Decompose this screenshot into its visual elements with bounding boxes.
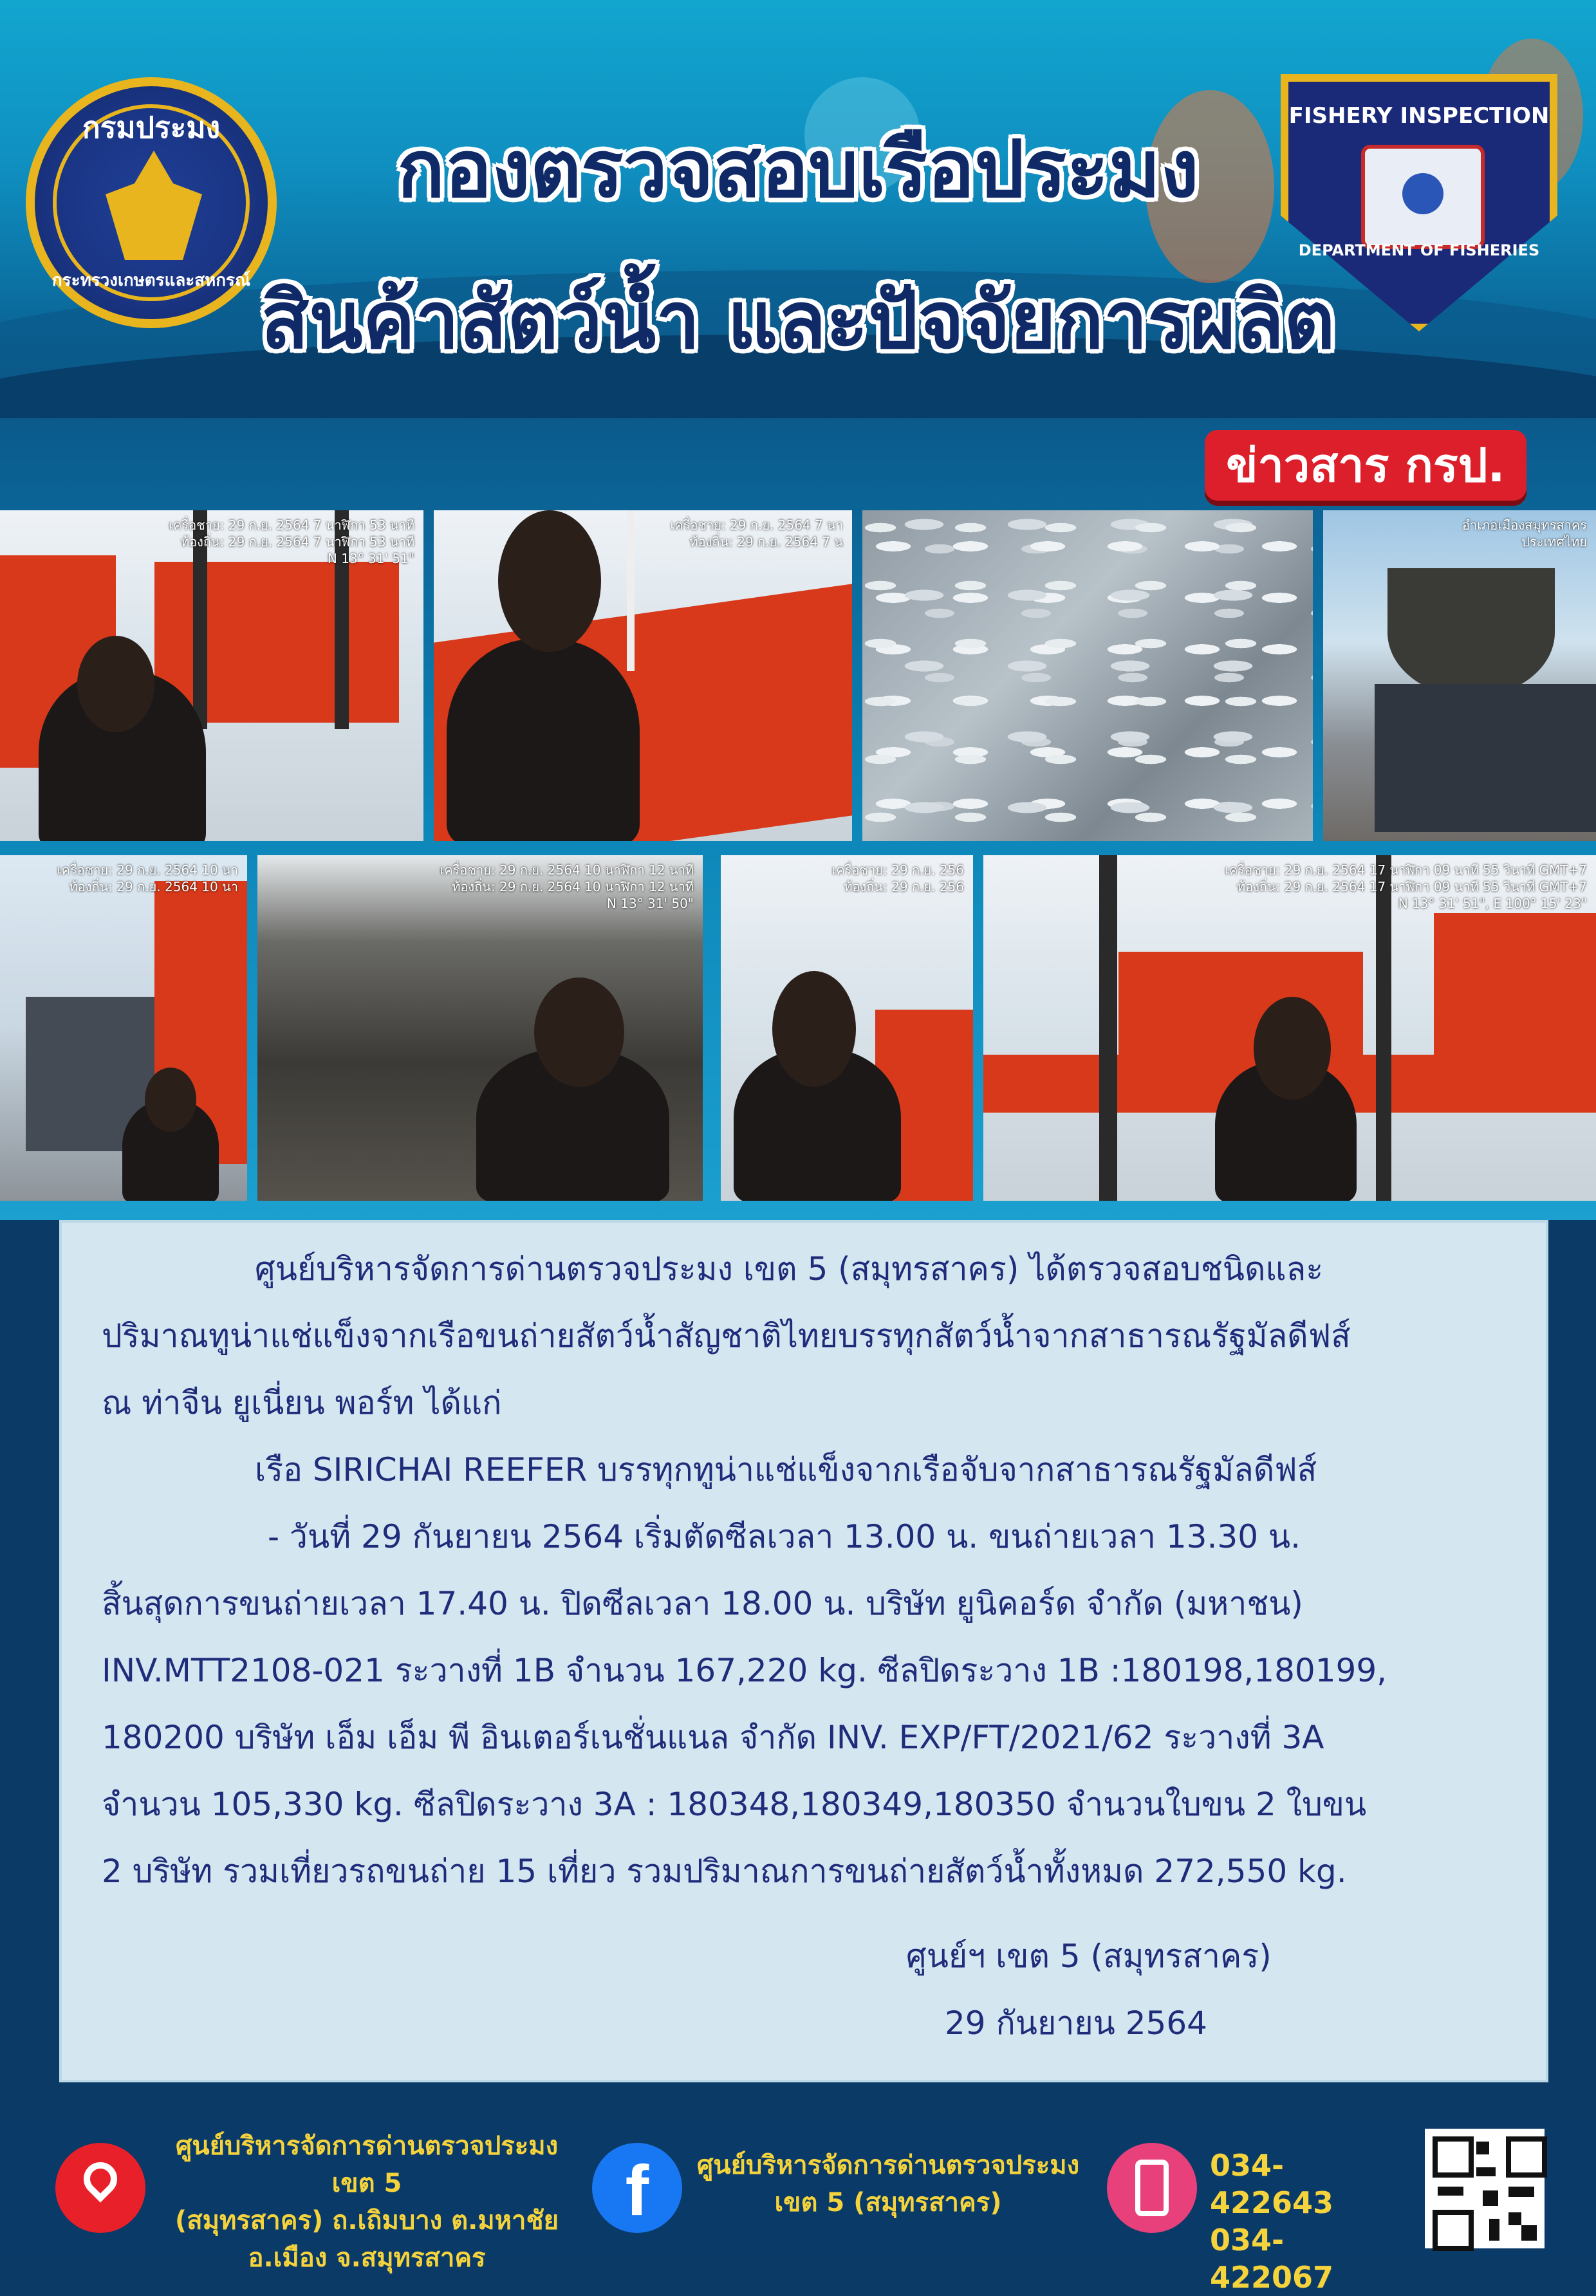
photo-seal-cutting-1 xyxy=(0,510,423,841)
photo-crane-truck xyxy=(0,855,247,1201)
body-line: INV.MTT2108-021 ระวางที่ 1B จำนวน 167,220 kg. ซีลปิดระวาง 1B :180198,180199, xyxy=(102,1652,1387,1689)
body-line: ศูนย์บริหารจัดการด่านตรวจประมง เขต 5 (สมุทรสาคร) ได้ตรวจสอบชนิดและ xyxy=(255,1250,1324,1288)
photo-timestamp: เครื่อชาย: 29 ก.ย. 2564 10 นาฬิกา 12 นาที ท้องถิ่น: 29 ก.ย. 2564 10 นาฬิกา 12 นาที N 13° 31' 50" xyxy=(440,862,694,911)
footer-phone-numbers xyxy=(1210,2147,1403,2296)
footer-address-line: (สมุทรสาคร) ถ.เถิมบาง ต.มหาชัย xyxy=(174,2206,559,2236)
page-title-line2: สินค้าสัตว์น้ำ และปัจจัยการผลิต xyxy=(261,275,1335,366)
seal-text-bottom: กระทรวงเกษตรและสหกรณ์ xyxy=(51,271,251,290)
header-banner xyxy=(0,0,1596,418)
phone-number[interactable]: 034-422067 xyxy=(1210,2223,1334,2295)
seal-text-top: กรมประมง xyxy=(82,110,221,145)
phone-number[interactable]: 034-422643 xyxy=(1210,2148,1334,2220)
photo-tuna-unloading-truck xyxy=(1323,510,1596,841)
body-line: 2 บริษัท รวมเที่ยวรถขนถ่าย 15 เที่ยว รวมปริมาณการขนถ่ายสัตว์น้ำทั้งหมด 272,550 kg. xyxy=(102,1853,1347,1890)
facebook-page-name-line: เขต 5 (สมุทรสาคร) xyxy=(774,2188,1002,2217)
body-line: จำนวน 105,330 kg. ซีลปิดระวาง 3A : 180348,180349,180350 จำนวนใบขน 2 ใบขน xyxy=(102,1786,1367,1823)
fishery-inspection-badge xyxy=(1281,74,1557,331)
location-pin-icon xyxy=(55,2143,145,2233)
page-title-line1: กองตรวจสอบเรือประมง xyxy=(397,124,1199,215)
photo-hold-seal-inspection xyxy=(257,855,703,1201)
signature-date: 29 กันยายน 2564 xyxy=(945,2004,1207,2042)
photo-timestamp: เครื่อชาย: 29 ก.ย. 2564 17 นาฬิกา 09 นาที 55 วินาที GMT+7 ท้องถิ่น: 29 ก.ย. 2564 17 นาฬิกา 09 นาที 55 วินาที GMT+7 N 13° 31' 51", E 100° 15' 23" xyxy=(1225,862,1587,911)
photo-timestamp: เครื่อชาย: 29 ก.ย. 256 ท้องถิ่น: 29 ก.ย. 256 xyxy=(831,862,964,894)
footer-address xyxy=(161,2127,573,2277)
footer-facebook-page[interactable] xyxy=(695,2147,1081,2221)
photo-seal-closing xyxy=(983,855,1596,1201)
photo-timestamp: เครื่อชาย: 29 ก.ย. 2564 7 นาฬิกา 53 นาที ท้องถิ่น: 29 ก.ย. 2564 7 นาฬิกา 53 นาที N 13° 31' 51" xyxy=(169,517,414,566)
body-line: เรือ SIRICHAI REEFER บรรทุกทูน่าแช่แข็งจากเรือจับจากสาธารณรัฐมัลดีฟส์ xyxy=(255,1451,1317,1488)
body-line: 180200 บริษัท เอ็ม เอ็ม พี อินเตอร์เนชั่นแนล จำกัด INV. EXP/FT/2021/62 ระวางที่ 3A xyxy=(102,1719,1324,1756)
body-line: สิ้นสุดการขนถ่ายเวลา 17.40 น. ปิดซีลเวลา 18.00 น. บริษัท ยูนิคอร์ด จำกัด (มหาชน) xyxy=(102,1585,1303,1622)
badge-emblem-icon xyxy=(1361,145,1485,249)
body-line: ปริมาณทูน่าแช่แข็งจากเรือขนถ่ายสัตว์น้ำสัญชาติไทยบรรทุกสัตว์น้ำจากสาธารณรัฐมัลดีฟส์ xyxy=(102,1317,1351,1355)
photo-timestamp: เครื่อชาย: 29 ก.ย. 2564 10 นา ท้องถิ่น: 29 ก.ย. 2564 10 นา xyxy=(57,862,238,894)
news-body-panel xyxy=(59,1220,1548,2082)
news-tag: ข่าวสาร กรป. xyxy=(1205,430,1526,501)
badge-text-bottom: DEPARTMENT OF FISHERIES xyxy=(1298,241,1540,259)
photo-frozen-tuna xyxy=(862,510,1313,841)
footer-address-line: ศูนย์บริหารจัดการด่านตรวจประมง เขต 5 xyxy=(175,2131,559,2198)
phone-icon xyxy=(1107,2143,1197,2233)
department-of-fisheries-seal xyxy=(26,77,277,328)
body-line: - วันที่ 29 กันยายน 2564 เริ่มตัดซีลเวลา 13.00 น. ขนถ่ายเวลา 13.30 น. xyxy=(268,1518,1301,1555)
facebook-page-name-line: ศูนย์บริหารจัดการด่านตรวจประมง xyxy=(696,2151,1080,2180)
footer-address-line: อ.เมือง จ.สมุทรสาคร xyxy=(248,2243,486,2273)
photo-seal-cutting-2 xyxy=(434,510,852,841)
facebook-icon[interactable]: f xyxy=(592,2143,682,2233)
body-line: ณ ท่าจีน ยูเนี่ยน พอร์ท ได้แก่ xyxy=(102,1384,502,1421)
qr-code[interactable] xyxy=(1425,2129,1545,2248)
photo-timestamp: อำเภอเมืองสมุทรสาคร ประเทศไทย xyxy=(1462,517,1587,550)
badge-text-top: FISHERY INSPECTION xyxy=(1288,103,1550,129)
photo-seal-check xyxy=(721,855,973,1201)
signature-org: ศูนย์ฯ เขต 5 (สมุทรสาคร) xyxy=(906,1938,1272,1975)
photo-timestamp: เครื่อชาย: 29 ก.ย. 2564 7 นา ท้องถิ่น: 29 ก.ย. 2564 7 น xyxy=(670,517,843,550)
